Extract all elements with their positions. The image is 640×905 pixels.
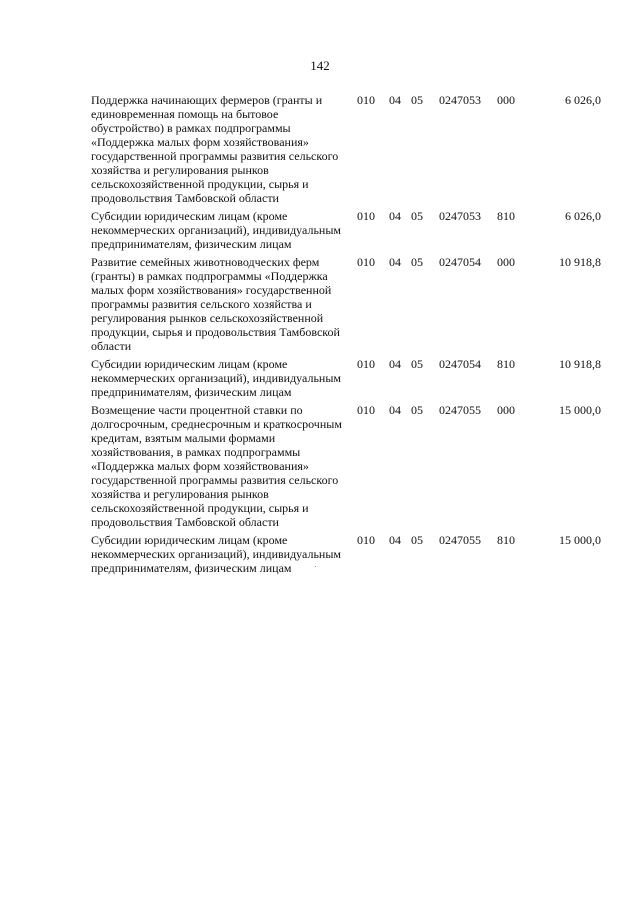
row-amount: 6 026,0: [565, 209, 601, 223]
row-subsection-code: 05: [411, 357, 423, 371]
table-row: [91, 255, 603, 353]
row-amount: 15 000,0: [559, 533, 601, 547]
row-description: Возмещение части процентной ставки по долгосрочным, среднесрочным и краткосрочным кредитам, взятым малыми формами хозяйствования, в рамках подпрограммы «Поддержка малых форм хозяйствования» государственной программы развития сельского хозяйства и регулирования рынков сельскохозяйственной продукции, сырья и продовольствия Тамбовской области: [91, 403, 342, 529]
row-amount: 10 918,8: [559, 255, 601, 269]
row-amount: 10 918,8: [559, 357, 601, 371]
row-description: Поддержка начинающих фермеров (гранты и единовременная помощь на бытовое обустройство) в рамках подпрограммы «Поддержка малых форм хозяйствования» государственной программы развития сельского хозяйства и регулирования рынков сельскохозяйственной продукции, сырья и продовольствия Тамбовской области: [91, 93, 339, 205]
row-section-code: 04: [389, 255, 401, 269]
row-section-code: 04: [389, 357, 401, 371]
row-target-item-code: 0247055: [439, 533, 481, 547]
row-ministry-code: 010: [357, 357, 375, 371]
row-expense-type-code: 000: [497, 255, 515, 269]
budget-table: [91, 93, 603, 575]
row-subsection-code: 05: [411, 533, 423, 547]
row-expense-type-code: 810: [497, 357, 515, 371]
row-expense-type-code: 810: [497, 533, 515, 547]
row-ministry-code: 010: [357, 403, 375, 417]
row-target-item-code: 0247055: [439, 403, 481, 417]
table-row: [91, 403, 603, 529]
row-amount: 6 026,0: [565, 93, 601, 107]
table-row: [91, 533, 603, 575]
row-subsection-code: 05: [411, 403, 423, 417]
row-section-code: 04: [389, 93, 401, 107]
row-ministry-code: 010: [357, 209, 375, 223]
row-target-item-code: 0247053: [439, 93, 481, 107]
row-ministry-code: 010: [357, 93, 375, 107]
row-section-code: 04: [389, 533, 401, 547]
row-description: Субсидии юридическим лицам (кроме некоммерческих организаций), индивидуальным предпринимателям, физическим лицам: [91, 357, 341, 399]
scan-speck: [315, 566, 316, 567]
row-ministry-code: 010: [357, 533, 375, 547]
row-section-code: 04: [389, 403, 401, 417]
page-number: 142: [310, 58, 330, 73]
row-section-code: 04: [389, 209, 401, 223]
row-amount: 15 000,0: [559, 403, 601, 417]
table-row: [91, 209, 603, 251]
row-target-item-code: 0247054: [439, 255, 481, 269]
row-ministry-code: 010: [357, 255, 375, 269]
row-expense-type-code: 000: [497, 403, 515, 417]
row-description: Развитие семейных животноводческих ферм (гранты) в рамках подпрограммы «Поддержка малых форм хозяйствования» государственной программы развития сельского хозяйства и регулирования рынков сельскохозяйственной продукции, сырья и продовольствия Тамбовской области: [91, 255, 340, 353]
row-target-item-code: 0247054: [439, 357, 481, 371]
table-row: [91, 93, 603, 205]
row-target-item-code: 0247053: [439, 209, 481, 223]
row-description: Субсидии юридическим лицам (кроме некоммерческих организаций), индивидуальным предпринимателям, физическим лицам: [91, 533, 341, 575]
row-subsection-code: 05: [411, 93, 423, 107]
table-row: [91, 357, 603, 399]
row-subsection-code: 05: [411, 209, 423, 223]
row-description: Субсидии юридическим лицам (кроме некоммерческих организаций), индивидуальным предпринимателям, физическим лицам: [91, 209, 341, 251]
row-expense-type-code: 000: [497, 93, 515, 107]
row-subsection-code: 05: [411, 255, 423, 269]
row-expense-type-code: 810: [497, 209, 515, 223]
